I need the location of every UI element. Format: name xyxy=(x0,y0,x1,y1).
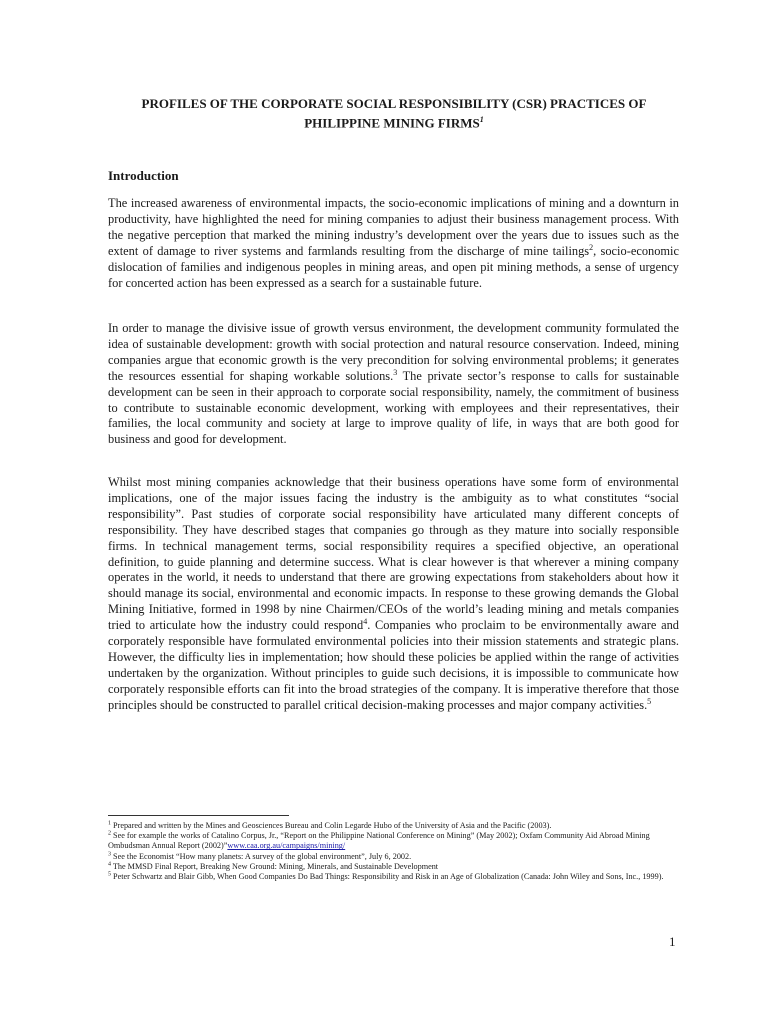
document-title xyxy=(108,96,680,131)
title-line-2: PHILIPPINE MINING FIRMS xyxy=(304,115,480,131)
footnote-5-number: 5 xyxy=(108,871,111,878)
section-heading: Introduction xyxy=(108,168,179,183)
footnote-4-text: The MMSD Final Report, Breaking New Ground: Mining, Minerals, and Sustainable Development xyxy=(111,861,439,871)
footnote-divider xyxy=(108,815,289,816)
footnote-ref-4[interactable]: 4 xyxy=(363,617,368,627)
paragraph-1-text-a: The increased awareness of environmental impacts, the socio-economic implications of mining and a downturn in productivity, have highlighted the need for mining companies to adjust their business management process. With the negative perception that marked the mining industry’s development over the years due to issues such as the extent of damage to river systems and farmlands resulting from the discharge of mine tailings xyxy=(108,196,679,258)
footnote-ref-2[interactable]: 2 xyxy=(589,242,594,252)
footnote-3 xyxy=(108,852,679,862)
footnote-ref-5[interactable]: 5 xyxy=(647,696,652,706)
footnotes xyxy=(108,821,679,882)
title-line-1: PROFILES OF THE CORPORATE SOCIAL RESPONSIBILITY (CSR) PRACTICES OF xyxy=(141,96,647,111)
footnote-5-text: Peter Schwartz and Blair Gibb, When Good Companies Do Bad Things: Responsibility and Risk in an Age of Globalization (Canada: John Wiley and Sons, Inc., 1999). xyxy=(111,872,664,882)
footnote-2-link[interactable]: www.caa.org.au/campaigns/mining/ xyxy=(227,841,346,851)
paragraph-3-text-b: . Companies who proclaim to be environmentally aware and corporately responsible have formulated environmental policies into their mission statements and strategic plans. However, the difficulty lies in implementation; how should these policies be applied within the range of activities undertaken by the organization. Without principles to guide such decisions, it is impossible to communicate how corporately responsible efforts can fit into the broad strategies of the company. It is imperative therefore that those principles should be constructed to parallel critical decision-making processes and major company activities. xyxy=(108,618,680,712)
paragraph-1 xyxy=(108,196,679,291)
paragraph-2-text-b: The private sector’s response to calls for sustainable development can be seen in their approach to corporate social responsibility, namely, the commitment of business to contribute to sustainable economic development, working with employees and their representatives, their families, the local community and society at large to improve quality of life, in ways that are both good for business and good for development. xyxy=(108,368,680,447)
paragraph-2-text-a: In order to manage the divisive issue of growth versus environment, the development community formulated the idea of sustainable development: growth with social protection and natural resource conservation. Indeed, mining companies argue that economic growth is the very precondition for solving environmental problems; it generates the resources essential for shaping workable solutions. xyxy=(108,321,679,383)
paragraph-3-text-a: Whilst most mining companies acknowledge that their business operations have some form of environmental implications, one of the major issues facing the industry is the ambiguity as to what constitutes “social responsibility”. Past studies of corporate social responsibility have articulated many different concepts of responsibility. They have described stages that companies go through as they mature into socially responsible firms. In technical management terms, social responsibility requires a specified objective, an operational definition, to guide planning and determine success. What is clear however is that wherever a mining company operates in the world, it needs to understand that there are growing expectations from stakeholders about how it should manage its social, environmental and economic impacts. In response to these growing demands the Global Mining Initiative, formed in 1998 by nine Chairmen/CEOs of the world’s leading mining and metals companies tried to articulate how the industry could respond xyxy=(108,475,679,633)
footnote-4 xyxy=(108,862,679,872)
footnote-3-number: 3 xyxy=(108,850,111,857)
footnote-1-number: 1 xyxy=(108,820,111,827)
footnote-1 xyxy=(108,821,679,831)
footnote-ref-3[interactable]: 3 xyxy=(393,367,398,377)
footnote-2-number: 2 xyxy=(108,830,111,837)
footnote-2-text: See for example the works of Catalino Corpus, Jr., “Report on the Philippine National Conference on Mining” (May 2002); Oxfam Community Aid Abroad Mining Ombudsman Annual Report (2002)” xyxy=(108,831,650,851)
page-number: 1 xyxy=(669,934,676,949)
footnote-4-number: 4 xyxy=(108,861,111,868)
title-footnote-ref[interactable]: 1 xyxy=(479,115,484,124)
footnote-1-text: Prepared and written by the Mines and Geosciences Bureau and Colin Legarde Hubo of the University of Asia and the Pacific (2003). xyxy=(111,821,552,830)
footnote-2 xyxy=(108,831,679,851)
footnote-3-text: See the Economist “How many planets: A survey of the global environment”, July 6, 2002. xyxy=(111,851,412,861)
footnote-5 xyxy=(108,872,679,882)
paragraph-1-text-b: , socio-economic dislocation of families and indigenous peoples in mining areas, and open pit mining methods, a sense of urgency for concerted action has been expressed as a search for a sustainable future. xyxy=(108,243,679,290)
paragraph-2 xyxy=(108,321,679,448)
paragraph-3 xyxy=(108,475,679,714)
